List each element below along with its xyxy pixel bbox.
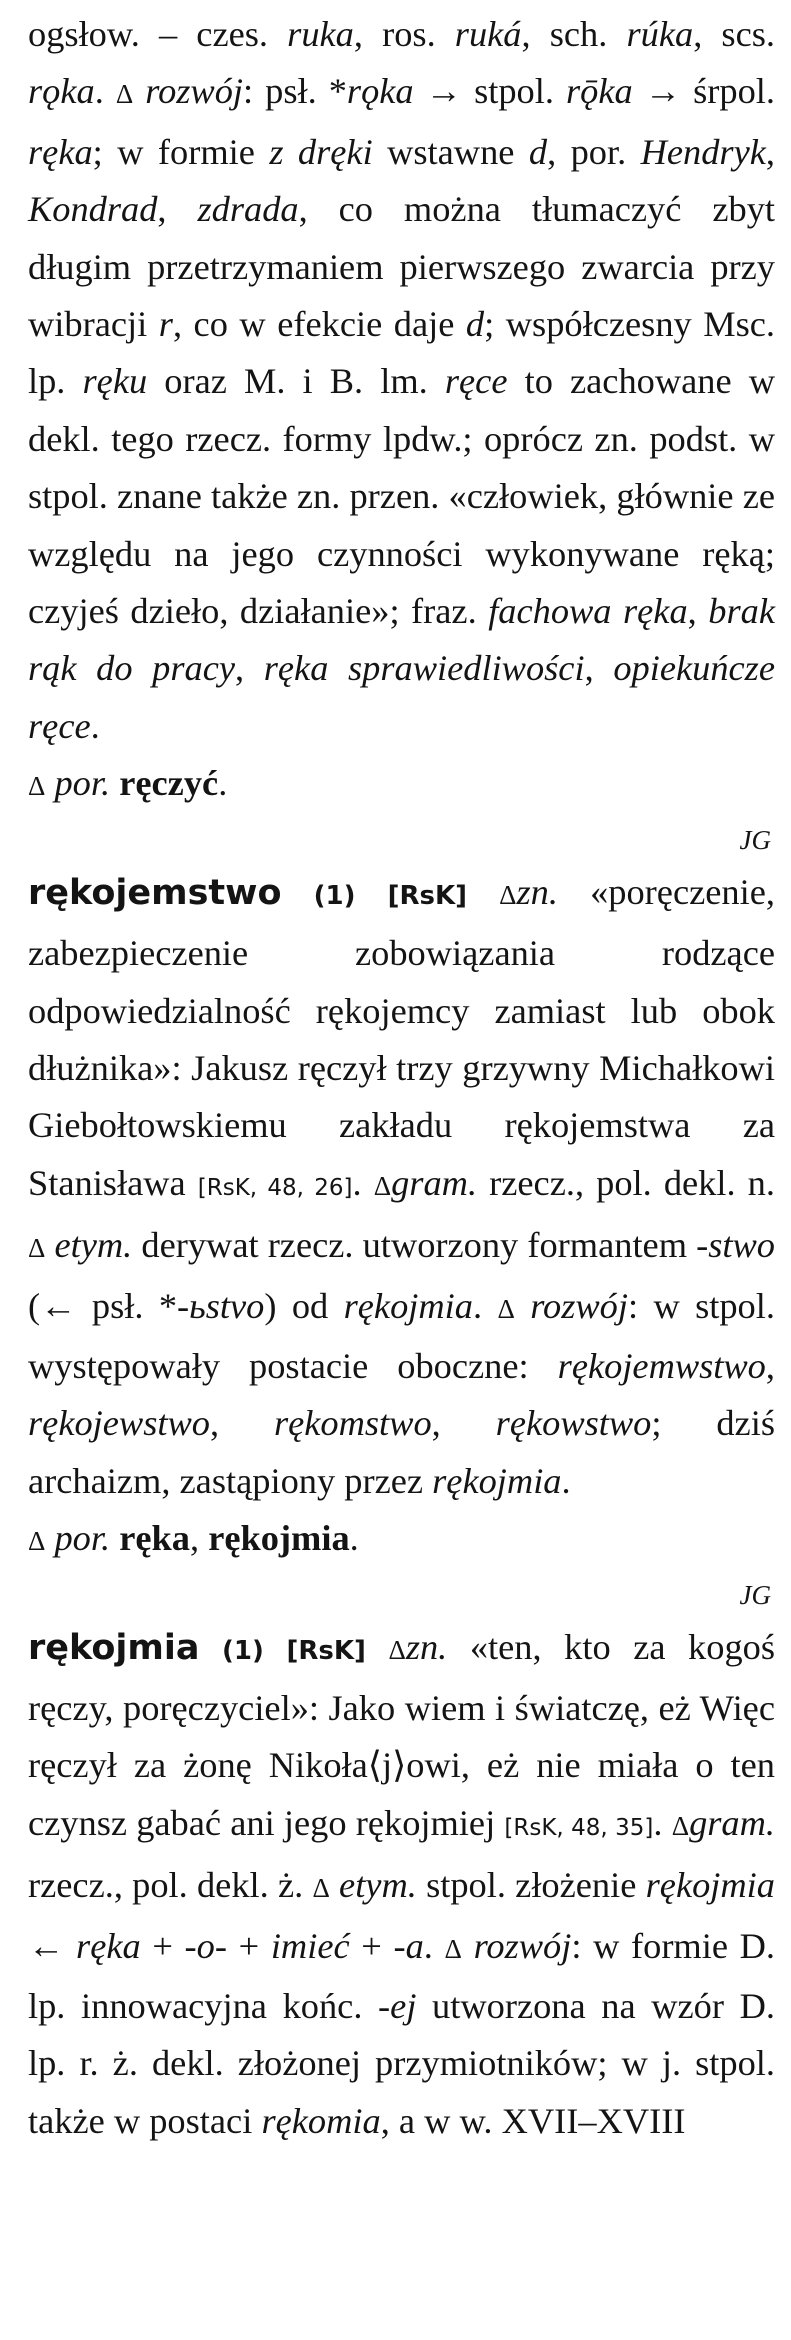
italic-text: imieć: [270, 1925, 350, 1966]
entry-body: [28, 864, 775, 1510]
italic-text: rǫka: [28, 71, 95, 112]
text: ,: [765, 131, 776, 172]
text: .: [218, 763, 228, 804]
section-label-por: por.: [54, 1518, 111, 1559]
italic-text: ręce: [444, 361, 508, 402]
text: : w formie D. lp. innowacyjna końc.: [28, 1925, 776, 2026]
text: ; współczesny Msc. lp.: [28, 304, 775, 402]
italic-text: brak rąk do pracy: [28, 591, 775, 689]
italic-text: -ьstvo: [177, 1285, 265, 1326]
text: .: [94, 71, 104, 112]
entry-continuation: [28, 6, 775, 864]
cross-reference-link[interactable]: ręczyć: [119, 763, 219, 804]
italic-text: zdrada: [197, 189, 299, 230]
section-label-gram: gram.: [391, 1162, 478, 1203]
italic-text: d: [465, 304, 485, 345]
author-signature: JG: [739, 1579, 771, 1610]
text: rzecz., pol. dekl. ż.: [28, 1865, 304, 1906]
section-label-rozwoj: rozwój: [530, 1285, 628, 1326]
text: oraz M. i B. lm.: [147, 361, 428, 402]
section-label-etym: etym.: [339, 1865, 417, 1906]
text: .: [352, 1162, 362, 1203]
entry-number: (1): [313, 880, 356, 911]
delta-marker: Δ: [28, 1233, 46, 1264]
text: , ros.: [353, 14, 436, 54]
italic-text: -o-: [184, 1925, 227, 1966]
text: → stpol.: [413, 71, 554, 112]
text: .: [349, 1518, 359, 1559]
delta-marker: Δ: [115, 79, 134, 110]
italic-text: -stwo: [696, 1225, 775, 1266]
italic-text: fachowa ręka: [488, 591, 688, 632]
italic-text: rǭka: [565, 71, 633, 112]
text: .: [653, 1802, 663, 1843]
delta-marker: Δ: [444, 1933, 462, 1964]
text: , sch.: [521, 14, 608, 54]
italic-text: ręka sprawiedliwości: [263, 648, 585, 689]
text: , co można tłumaczyć zbyt długim przetrzymaniem pierwszego zwarcia przy wibracji: [28, 189, 775, 345]
section-label-zn: zn.: [405, 1626, 448, 1667]
section-label-gram: gram.: [689, 1802, 775, 1843]
delta-marker: Δ: [499, 879, 517, 910]
author-signature: JG: [739, 824, 771, 855]
text: .: [561, 1460, 571, 1501]
text: , scs.: [693, 14, 775, 54]
text: ogsłow. – czes.: [28, 14, 269, 54]
text: , co w efekcie daje: [172, 304, 455, 345]
italic-text: rúka: [626, 14, 694, 54]
italic-text: Kondrad: [28, 189, 158, 230]
text: ,: [157, 189, 167, 230]
text: : w stpol. występowały postacie oboczne:: [28, 1285, 775, 1386]
italic-text: rękomia: [261, 2100, 381, 2141]
italic-text: ręka: [76, 1925, 141, 1966]
text: utworzona na wzór D. lp. r. ż. dekl. złożonej przymiotników; w j. stpol. także w postaci: [28, 1986, 775, 2141]
text: → śrpol.: [632, 71, 775, 112]
delta-marker: Δ: [28, 771, 46, 802]
text: ,: [189, 1518, 200, 1559]
italic-text: -ej: [378, 1986, 417, 2026]
text: ,: [584, 648, 594, 689]
text: derywat rzecz. utworzony formantem: [132, 1225, 688, 1266]
text: +: [226, 1925, 260, 1966]
delta-marker: Δ: [28, 1526, 46, 1557]
text: , a w w. XVII–XVIII: [380, 2100, 686, 2141]
text: , por.: [547, 131, 627, 172]
text: ,: [765, 1345, 775, 1386]
italic-text: ręka: [28, 131, 93, 172]
cross-reference-link[interactable]: ręka: [119, 1518, 190, 1559]
text: ,: [687, 591, 697, 632]
text: ; w formie: [92, 131, 255, 172]
headword: rękojemstwo: [28, 872, 282, 913]
italic-text: rękojemwstwo: [557, 1345, 766, 1386]
text: +: [140, 1925, 173, 1966]
delta-marker: Δ: [388, 1634, 406, 1665]
italic-text: rękojmia: [432, 1460, 562, 1501]
definition-text: «poręczenie, zabezpieczenie zobowiązania rodzące odpowiedzialność rękojemcy zamiast lub obok dłużnika»: Jakusz ręczył trzy grzywny Michałkowi Giebołtowskiemu zakładu rękojemstwa za Stanisława: [28, 871, 775, 1203]
text: ←: [28, 1925, 65, 1966]
headword: rękojmia: [28, 1627, 200, 1668]
italic-text: -a: [393, 1925, 424, 1966]
italic-text: rękowstwo: [495, 1403, 652, 1444]
text: stpol. złożenie: [416, 1865, 637, 1906]
italic-text: ręku: [82, 361, 148, 402]
delta-marker: Δ: [373, 1170, 392, 1201]
cross-reference-link[interactable]: rękojmia: [208, 1518, 350, 1559]
cross-reference: [28, 1510, 775, 1570]
text: .: [472, 1285, 483, 1326]
entry-body: [28, 1619, 775, 2151]
text: +: [349, 1925, 382, 1966]
text: ; dziś archaizm, zastąpiony przez: [28, 1403, 775, 1501]
source-citation: [RsK, 48, 26]: [197, 1174, 353, 1201]
text: to zachowane w dekl. tego rzecz. formy lpdw.; oprócz zn. podst. w stpol. znane także zn. przen. «człowiek, głównie ze względu na jego czynności wykonywane ręką; czyjeś dzieło, działanie»; fraz.: [28, 361, 775, 632]
italic-text: ruka: [287, 14, 354, 54]
italic-text: ruká: [454, 14, 522, 54]
italic-text: rękojmia: [645, 1865, 775, 1906]
italic-text: rǫka: [346, 71, 414, 112]
source-citation: [RsK, 48, 35]: [504, 1814, 654, 1841]
text: ,: [209, 1403, 220, 1444]
text: wstawne: [372, 131, 515, 172]
italic-text: rękojewstwo: [28, 1403, 210, 1444]
cross-reference: [28, 755, 775, 815]
italic-text: rękojmia: [343, 1285, 473, 1326]
italic-text: opiekuńcze ręce: [28, 648, 775, 746]
text: : psł. *: [243, 71, 347, 112]
source-tag: [RsK]: [286, 1635, 366, 1666]
entry-rekojemstwo: [28, 864, 775, 1619]
italic-text: z dręki: [269, 131, 373, 172]
italic-text: Hendryk: [640, 131, 766, 172]
text: ,: [235, 648, 245, 689]
text: ) od: [264, 1285, 329, 1326]
italic-text: r: [158, 304, 173, 345]
text: rzecz., pol. dekl. n.: [477, 1162, 775, 1203]
text: ,: [431, 1403, 441, 1444]
section-label-rozwoj: rozwój: [145, 71, 244, 112]
delta-marker: Δ: [497, 1293, 515, 1324]
delta-marker: Δ: [312, 1873, 330, 1904]
text: .: [423, 1925, 433, 1966]
section-label-rozwoj: rozwój: [473, 1925, 572, 1966]
section-label-etym: etym.: [54, 1225, 133, 1266]
section-label-por: por.: [54, 763, 111, 804]
entry-body: [28, 6, 775, 755]
italic-text: d: [528, 131, 548, 172]
text: (← psł. *: [28, 1285, 178, 1326]
entry-rekojmia: [28, 1619, 775, 2151]
source-tag: [RsK]: [387, 880, 468, 911]
entry-number: (1): [222, 1635, 264, 1666]
delta-marker: Δ: [671, 1810, 690, 1841]
text: .: [90, 705, 100, 746]
italic-text: rękomstwo: [273, 1403, 432, 1444]
section-label-zn: zn.: [516, 871, 558, 912]
definition-text: «ten, kto za kogoś ręczy, poręczyciel»: Jako wiem i światczę, eż Więc ręczył za żonę Nikoła⟨j⟩owi, eż nie miała o ten czynsz gabać ani jego rękojmiej: [28, 1626, 775, 1843]
